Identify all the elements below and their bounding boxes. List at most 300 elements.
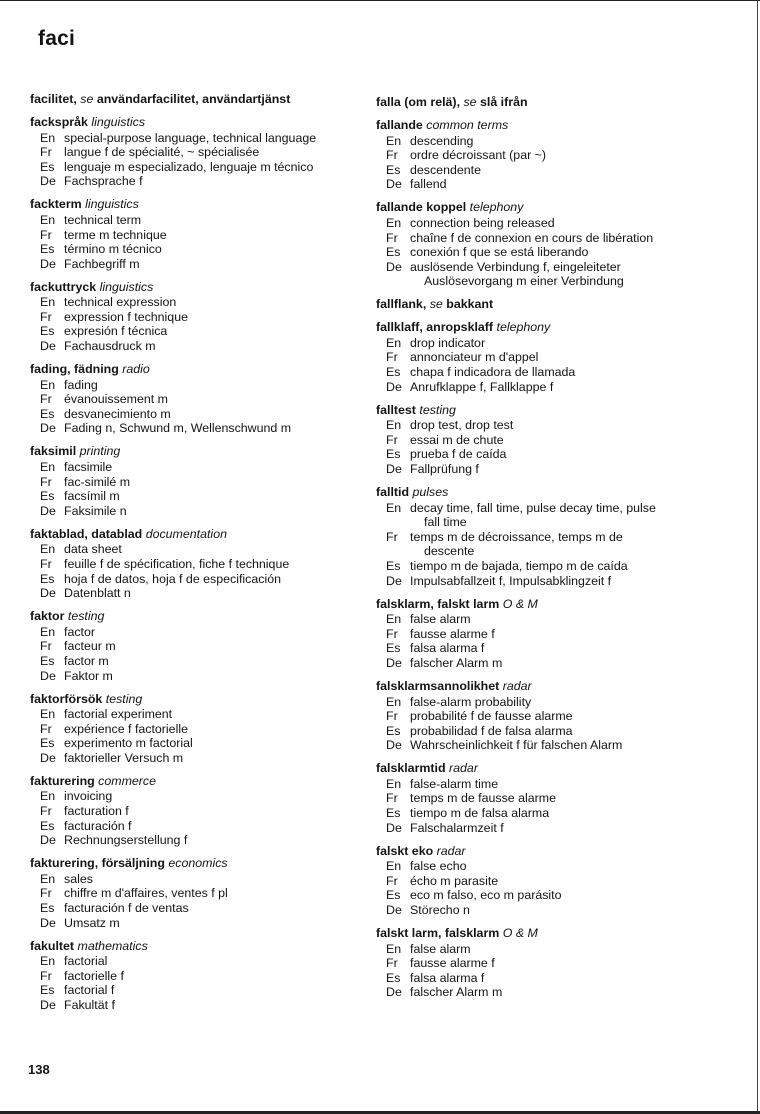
dictionary-entry — [376, 118, 716, 192]
translation-text — [410, 612, 716, 627]
entry-heading-line — [376, 297, 716, 312]
running-head: faci — [38, 27, 75, 50]
translation-text — [64, 736, 362, 751]
language-code: Fr — [386, 148, 398, 163]
translation-row — [376, 336, 716, 351]
translation-row — [376, 888, 716, 903]
language-code: De — [40, 586, 56, 601]
translation-text — [410, 418, 716, 433]
language-code: En — [40, 212, 56, 227]
language-code: De — [40, 750, 56, 765]
translation-line: experimento m factorial — [64, 736, 193, 751]
dictionary-entry — [376, 926, 716, 1000]
translation-line: facturation f — [64, 804, 129, 819]
translation-row — [30, 886, 362, 901]
translation-line: data sheet — [64, 542, 122, 557]
translation-text — [410, 971, 716, 986]
translation-row — [30, 339, 362, 354]
translation-continuation: fall time — [424, 515, 467, 530]
translation-row — [30, 213, 362, 228]
translation-row — [376, 724, 716, 739]
dictionary-entry — [30, 115, 362, 189]
subject-field-label: commerce — [98, 773, 157, 788]
translation-row — [30, 751, 362, 766]
language-code: Fr — [40, 804, 52, 819]
language-code: Fr — [386, 626, 398, 641]
translation-text — [410, 806, 716, 821]
translation-text — [410, 231, 716, 246]
translation-line: factorial — [64, 954, 108, 969]
translation-line: expérience f factorielle — [64, 721, 188, 736]
translation-text — [64, 998, 362, 1013]
headword: faktorförsök — [30, 691, 103, 706]
dictionary-entry — [30, 362, 362, 436]
translation-line: Störecho n — [410, 903, 470, 917]
headword: falsklarm, falskt larm — [376, 596, 500, 611]
language-code: En — [40, 871, 56, 886]
translation-row — [30, 324, 362, 339]
translation-text — [410, 501, 716, 530]
translation-row — [30, 160, 362, 175]
language-code: En — [386, 776, 402, 791]
translation-row — [30, 998, 362, 1013]
language-code: En — [40, 295, 56, 310]
translation-line: sales — [64, 871, 93, 886]
left-column — [30, 92, 362, 1021]
language-code: Es — [386, 162, 401, 177]
translation-line: falsa alarma f — [410, 641, 485, 656]
entry-heading-line — [376, 597, 716, 612]
translation-text — [410, 380, 716, 395]
translation-text — [64, 819, 362, 834]
translation-row — [30, 833, 362, 848]
language-code: Fr — [386, 873, 398, 888]
headword: fallande — [376, 117, 423, 132]
translation-text — [64, 789, 362, 804]
entry-heading-line — [30, 92, 362, 107]
translation-line: Falschalarmzeit f — [410, 820, 504, 835]
entry-heading-line — [30, 609, 362, 624]
translation-text — [410, 216, 716, 231]
translation-text — [410, 724, 716, 739]
dictionary-entry — [376, 597, 716, 671]
translation-line: Anrufklappe f, Fallklappe f — [410, 379, 554, 394]
translation-line: drop indicator — [410, 335, 486, 350]
translation-line: annonciateur m d'appel — [410, 350, 539, 365]
translation-row — [30, 969, 362, 984]
translation-line: Fallprüfung f — [410, 462, 479, 477]
language-code: Fr — [40, 639, 52, 654]
language-code: En — [40, 789, 56, 804]
translation-line: fallend — [410, 177, 447, 192]
translation-text — [410, 641, 716, 656]
translation-line: Fachausdruck m — [64, 339, 156, 354]
translation-row — [30, 242, 362, 257]
translation-text — [64, 475, 362, 490]
translation-text — [410, 336, 716, 351]
translation-text — [410, 163, 716, 178]
headword: fallande koppel — [376, 200, 467, 215]
dictionary-entry — [30, 609, 362, 683]
entry-heading-line — [376, 761, 716, 776]
translation-line: tiempo m de bajada, tiempo m de caída — [410, 558, 628, 573]
translation-text — [64, 969, 362, 984]
language-code: Es — [40, 736, 55, 751]
subject-field-label: O & M — [502, 596, 538, 611]
language-code: Es — [40, 901, 55, 915]
translation-row — [30, 901, 362, 916]
translation-line: Wahrscheinlichkeit f für falschen Alarm — [410, 738, 623, 753]
headword: faktablad, datablad — [30, 526, 143, 541]
translation-text — [64, 310, 362, 325]
translation-line: false-alarm time — [410, 776, 499, 791]
entry-heading-line — [376, 403, 716, 418]
translation-line: false-alarm probability — [410, 694, 532, 709]
translation-line: decay time, fall time, pulse decay time, pulse — [410, 500, 656, 515]
translation-row — [376, 260, 716, 289]
translation-text — [410, 695, 716, 710]
translation-line: falscher Alarm m — [410, 655, 503, 670]
language-code: Fr — [386, 709, 398, 724]
translation-row — [30, 489, 362, 504]
dictionary-entry — [376, 297, 716, 312]
language-code: Es — [40, 818, 55, 833]
dictionary-entry — [30, 197, 362, 271]
translation-line: tiempo m de falsa alarma — [410, 806, 550, 821]
entry-heading-line — [30, 362, 362, 377]
translation-line: langue f de spécialité, ~ spécialisée — [64, 145, 260, 160]
translation-text — [410, 559, 716, 574]
subject-field-label: testing — [105, 691, 143, 706]
translation-row — [376, 231, 716, 246]
translation-text — [410, 134, 716, 149]
entry-heading-line — [30, 115, 362, 130]
translation-text — [410, 433, 716, 448]
translation-text — [64, 339, 362, 354]
translation-text — [64, 242, 362, 257]
language-code: Fr — [40, 721, 52, 736]
entry-heading-line — [30, 774, 362, 789]
translation-line: eco m falso, eco m parásito — [410, 888, 562, 903]
translation-row — [30, 736, 362, 751]
translation-text — [410, 874, 716, 889]
language-code: Fr — [386, 529, 398, 544]
headword: faktor — [30, 609, 65, 624]
translation-row — [30, 722, 362, 737]
language-code: De — [386, 462, 402, 477]
translation-line: drop test, drop test — [410, 418, 514, 433]
subject-field-label: common terms — [426, 117, 509, 132]
language-code: Es — [386, 641, 401, 656]
translation-row — [30, 228, 362, 243]
entry-heading-line — [30, 939, 362, 954]
language-code: Es — [386, 447, 401, 462]
subject-field-label: radar — [449, 761, 478, 776]
cross-reference-marker: se — [463, 95, 477, 109]
language-code: Fr — [386, 350, 398, 365]
translation-text — [410, 530, 716, 559]
translation-text — [64, 886, 362, 901]
language-code: En — [386, 859, 402, 874]
translation-row — [376, 821, 716, 836]
translation-row — [30, 504, 362, 519]
translation-row — [30, 586, 362, 601]
dictionary-entry — [376, 95, 716, 110]
translation-line: conexión f que se está liberando — [410, 245, 589, 260]
translation-text — [64, 378, 362, 393]
translation-line: término m técnico — [64, 242, 162, 257]
translation-row — [30, 460, 362, 475]
language-code: Fr — [40, 309, 52, 324]
translation-line: falscher Alarm m — [410, 985, 503, 1000]
language-code: De — [386, 903, 402, 917]
language-code: Fr — [40, 145, 52, 160]
language-code: En — [386, 612, 402, 627]
translation-text — [410, 350, 716, 365]
subject-field-label: linguistics — [85, 197, 139, 212]
translation-line: false echo — [410, 859, 467, 874]
language-code: De — [40, 668, 56, 683]
translation-line: expresión f técnica — [64, 324, 168, 339]
translation-row — [30, 916, 362, 931]
translation-text — [64, 707, 362, 722]
translation-text — [64, 751, 362, 766]
translation-line: auslösende Verbindung f, eingeleiteter — [410, 259, 621, 274]
translation-line: descendente — [410, 162, 481, 177]
translation-row — [376, 447, 716, 462]
translation-row — [30, 310, 362, 325]
page-number: 138 — [28, 1062, 50, 1077]
translation-row — [30, 639, 362, 654]
translation-row — [30, 789, 362, 804]
translation-row — [30, 421, 362, 436]
entry-heading-line — [376, 95, 716, 110]
translation-row — [376, 859, 716, 874]
translation-text — [64, 722, 362, 737]
language-code: Fr — [386, 956, 398, 971]
language-code: De — [386, 177, 402, 192]
translation-text — [64, 669, 362, 684]
headword: fackspråk — [30, 114, 88, 129]
translation-text — [64, 654, 362, 669]
language-code: En — [386, 941, 402, 956]
translation-text — [410, 791, 716, 806]
subject-field-label: radar — [502, 678, 532, 693]
subject-field-label: telephony — [469, 200, 524, 215]
translation-continuation: Auslösevorgang m einer Verbindung — [424, 274, 624, 289]
translation-row — [376, 985, 716, 1000]
entry-heading-line — [30, 692, 362, 707]
translation-line: Datenblatt n — [64, 586, 131, 601]
translation-line: false alarm — [410, 941, 471, 956]
translation-text — [410, 148, 716, 163]
language-code: En — [386, 418, 402, 433]
translation-line: facturación f de ventas — [64, 901, 189, 915]
language-code: De — [386, 738, 402, 753]
translation-line: temps m de décroissance, temps m de — [410, 529, 623, 544]
translation-text — [410, 903, 716, 918]
translation-line: desvanecimiento m — [64, 406, 171, 421]
dictionary-entry — [30, 774, 362, 848]
language-code: De — [40, 421, 56, 436]
translation-row — [376, 641, 716, 656]
headword: fallflank, — [376, 297, 427, 312]
translation-row — [376, 656, 716, 671]
translation-row — [376, 777, 716, 792]
dictionary-entry — [30, 939, 362, 1013]
translation-text — [64, 460, 362, 475]
translation-text — [64, 145, 362, 160]
language-code: De — [386, 573, 402, 588]
translation-text — [410, 462, 716, 477]
translation-line: fac-similé m — [64, 474, 131, 489]
translation-row — [30, 131, 362, 146]
subject-field-label: printing — [79, 444, 121, 459]
subject-field-label: O & M — [502, 925, 538, 940]
language-code: Es — [386, 558, 401, 573]
language-code: De — [386, 379, 402, 394]
translation-row — [30, 872, 362, 887]
translation-row — [376, 380, 716, 395]
translation-row — [30, 145, 362, 160]
language-code: Fr — [40, 556, 52, 571]
headword: falsklarmsannolikhet — [376, 678, 500, 693]
translation-line: technical term — [64, 212, 142, 227]
translation-row — [376, 942, 716, 957]
translation-row — [376, 134, 716, 149]
language-code: Es — [386, 888, 401, 903]
translation-row — [376, 418, 716, 433]
translation-row — [376, 433, 716, 448]
translation-row — [376, 148, 716, 163]
translation-line: descending — [410, 133, 474, 148]
translation-row — [376, 956, 716, 971]
translation-row — [376, 177, 716, 192]
language-code: Es — [40, 983, 55, 998]
language-code: Fr — [40, 227, 52, 242]
translation-row — [376, 806, 716, 821]
cross-reference-target: användarfacilitet, användartjänst — [96, 92, 291, 106]
translation-line: factor — [64, 624, 95, 639]
language-code: Es — [40, 653, 55, 668]
translation-row — [376, 365, 716, 380]
translation-line: connection being released — [410, 215, 555, 230]
translation-line: lenguaje m especializado, lenguaje m técnico — [64, 159, 314, 174]
translation-row — [30, 295, 362, 310]
translation-text — [410, 985, 716, 1000]
translation-line: hoja f de datos, hoja f de especificación — [64, 571, 281, 586]
translation-continuation: descente — [424, 544, 475, 559]
translation-line: falsa alarma f — [410, 970, 485, 985]
translation-row — [376, 530, 716, 559]
translation-text — [64, 833, 362, 848]
translation-line: Fachbegriff m — [64, 256, 140, 271]
entry-heading-line — [30, 856, 362, 871]
headword: fackuttryck — [30, 279, 97, 294]
dictionary-entry — [376, 844, 716, 918]
language-code: De — [40, 339, 56, 354]
translation-text — [410, 447, 716, 462]
translation-line: special-purpose language, technical language — [64, 130, 317, 145]
translation-row — [376, 163, 716, 178]
language-code: En — [386, 215, 402, 230]
entry-heading-line — [30, 527, 362, 542]
translation-row — [376, 791, 716, 806]
cross-reference-target: bakkant — [446, 297, 494, 312]
translation-text — [410, 365, 716, 380]
translation-line: Rechnungserstellung f — [64, 833, 188, 848]
translation-line: facsímil m — [64, 489, 120, 504]
translation-row — [30, 804, 362, 819]
translation-row — [30, 407, 362, 422]
headword: fakultet — [30, 938, 75, 953]
language-code: Fr — [40, 968, 52, 983]
translation-line: technical expression — [64, 295, 177, 310]
subject-field-label: radar — [436, 843, 466, 858]
translation-text — [410, 777, 716, 792]
translation-text — [64, 407, 362, 422]
language-code: Fr — [386, 230, 398, 245]
language-code: En — [386, 133, 402, 148]
translation-row — [376, 627, 716, 642]
language-code: De — [40, 915, 56, 930]
translation-line: invoicing — [64, 789, 113, 804]
translation-line: fausse alarme f — [410, 956, 495, 971]
dictionary-entry — [376, 403, 716, 477]
language-code: Fr — [40, 392, 52, 407]
translation-text — [410, 859, 716, 874]
translation-line: facturación f — [64, 818, 132, 833]
translation-row — [30, 625, 362, 640]
translation-row — [30, 654, 362, 669]
translation-text — [64, 257, 362, 272]
cross-reference-marker: se — [80, 92, 94, 106]
entry-heading-line — [376, 320, 716, 335]
translation-line: feuille f de spécification, fiche f technique — [64, 556, 290, 571]
translation-text — [64, 639, 362, 654]
subject-field-label: testing — [419, 402, 456, 417]
language-code: Es — [40, 406, 55, 421]
entry-heading-line — [376, 926, 716, 941]
translation-line: temps m de fausse alarme — [410, 791, 556, 806]
translation-text — [64, 586, 362, 601]
translation-text — [64, 392, 362, 407]
dictionary-entry — [376, 679, 716, 753]
translation-row — [30, 669, 362, 684]
translation-line: prueba f de caída — [410, 447, 507, 462]
headword: falskt larm, falsklarm — [376, 925, 500, 940]
translation-text — [410, 738, 716, 753]
headword: fackterm — [30, 197, 82, 212]
headword: falsklarmtid — [376, 761, 446, 776]
translation-line: factorial f — [64, 983, 115, 998]
headword: fading, fädning — [30, 362, 119, 377]
language-code: Es — [40, 571, 55, 586]
language-code: De — [386, 820, 402, 835]
translation-line: chaîne f de connexion en cours de libération — [410, 230, 654, 245]
subject-field-label: economics — [168, 856, 228, 871]
language-code: De — [386, 655, 402, 670]
translation-row — [30, 378, 362, 393]
translation-line: Fakultät f — [64, 997, 115, 1012]
translation-text — [64, 557, 362, 572]
translation-text — [64, 901, 362, 916]
translation-text — [64, 131, 362, 146]
translation-row — [376, 903, 716, 918]
translation-line: évanouissement m — [64, 392, 168, 407]
language-code: En — [386, 500, 402, 515]
subject-field-label: linguistics — [99, 279, 154, 294]
